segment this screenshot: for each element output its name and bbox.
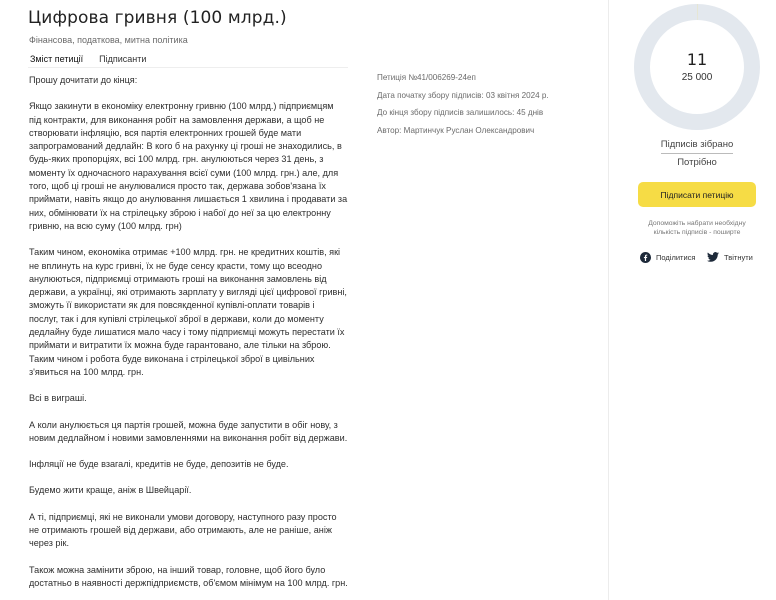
petition-paragraph: Прошу дочитати до кінця: [29, 75, 138, 85]
facebook-share-button[interactable] [640, 248, 695, 266]
sidebar-divider [608, 0, 609, 600]
petition-tabs [28, 52, 148, 68]
petition-paragraph: Інфляції не буде взагалі, кредитів не буде, депозитів не буде. [29, 459, 289, 470]
tab-signers[interactable]: Підписанти [99, 54, 147, 64]
petition-category[interactable]: Фінансова, податкова, митна політика [29, 35, 188, 45]
facebook-share-label: Поділитися [656, 252, 696, 262]
collected-label-text: Підписів зібрано [661, 139, 733, 154]
petition-author: Автор: Мартинчук Руслан Олександрович [377, 125, 535, 135]
petition-number: Петиція №41/006269-24еп [377, 73, 476, 82]
collected-label [634, 139, 760, 154]
petition-remaining: До кінця збору підписів залишилось: 45 днів [377, 108, 544, 117]
petition-meta [377, 72, 549, 142]
twitter-share-label: Твітнути [724, 252, 753, 262]
petition-paragraph: Також можна замінити зброю, на інший товар, головне, щоб його було достатньо в наявності держпідприємств, об'ємом мінімум на 100 млрд. грн. [29, 564, 348, 588]
petition-paragraph: Якщо закинути в економіку електронну гривню (100 млрд.) підприємцям під контракти, для виконання робіт на замовлення держави, а щоб не створювати інфляцію, вся партія електронних грошей буде мати запрограмований дедлайн: В кого б на рахунку ці гроші не знаходились, в будь-яких пропорціях, всі 100 млрд. грн. анулюються через 31 день, з моменту їх одночасного нарахування всієї суми (100 млрд. грн.) але, для того, щоб ці гроші не анулювалися просто так, держава зобов'язана їх приймати, навіть якщо до анулювання лишається 1 хвилина і продавати за них, обмінювати їх на стрілецьку зброю і набої до неї за цю електронну гривню, на всю суму (100 млрд. грн) [29, 101, 348, 231]
signature-count: 11 [686, 50, 708, 69]
petition-title: Цифрова гривня (100 млрд.) [28, 8, 287, 28]
facebook-icon [640, 252, 651, 263]
petition-paragraph: Таким чином, економіка отримає +100 млрд. грн. не кредитних коштів, які не вплинуть на курс гривні, їх не буде сенсу красти, тому що всеодно анулюються, підприємці отримають гроші на виконання замовлень від держави, а українці, які отримають зарплату у вигляді цієї цифрової гривні, зможуть її використати як для повсякденної купівлі-оплати товарів і послуг, так і для купівлі стрілецької зброї в держави, коли до моменту дедлайну буде лишатися мало часу і тому підприємці можуть перестати їх приймати и витратити їх можна буде гарантовано, але тільки на зброю. Таким чином і робота буде виконана і стрілецької зброї в цивільних з'явиться на 100 млрд. грн. [29, 247, 347, 377]
twitter-icon [707, 252, 719, 262]
needed-label: Потрібно [677, 157, 717, 168]
tabs-divider [28, 67, 348, 68]
share-help-text: Допоможіть набрати необхідну кількість підписів - поширте [648, 220, 746, 236]
petition-paragraph: А ті, підприємці, які не виконали умови договору, наступного разу просто не отримають грошей від держави, або отримають, але не раніше, аніж через рік. [29, 511, 337, 549]
signature-target: 25 000 [681, 72, 713, 83]
twitter-share-button[interactable] [707, 248, 753, 266]
tab-content[interactable]: Зміст петиції [28, 52, 85, 68]
petition-paragraph: Всі в виграші. [29, 393, 87, 404]
sign-petition-button[interactable]: Підписати петицію [638, 182, 756, 207]
petition-start-date: Дата початку збору підписів: 03 квітня 2024 р. [377, 90, 549, 100]
petition-paragraph: Будемо жити краще, аніж в Швейцарії. [29, 485, 192, 496]
petition-text [29, 74, 351, 590]
petition-paragraph: А коли анулюється ця партія грошей, можна буде запустити в обіг нову, з новим дедлайном і новими замовленнями на виконання робіт від держави. [29, 419, 348, 443]
